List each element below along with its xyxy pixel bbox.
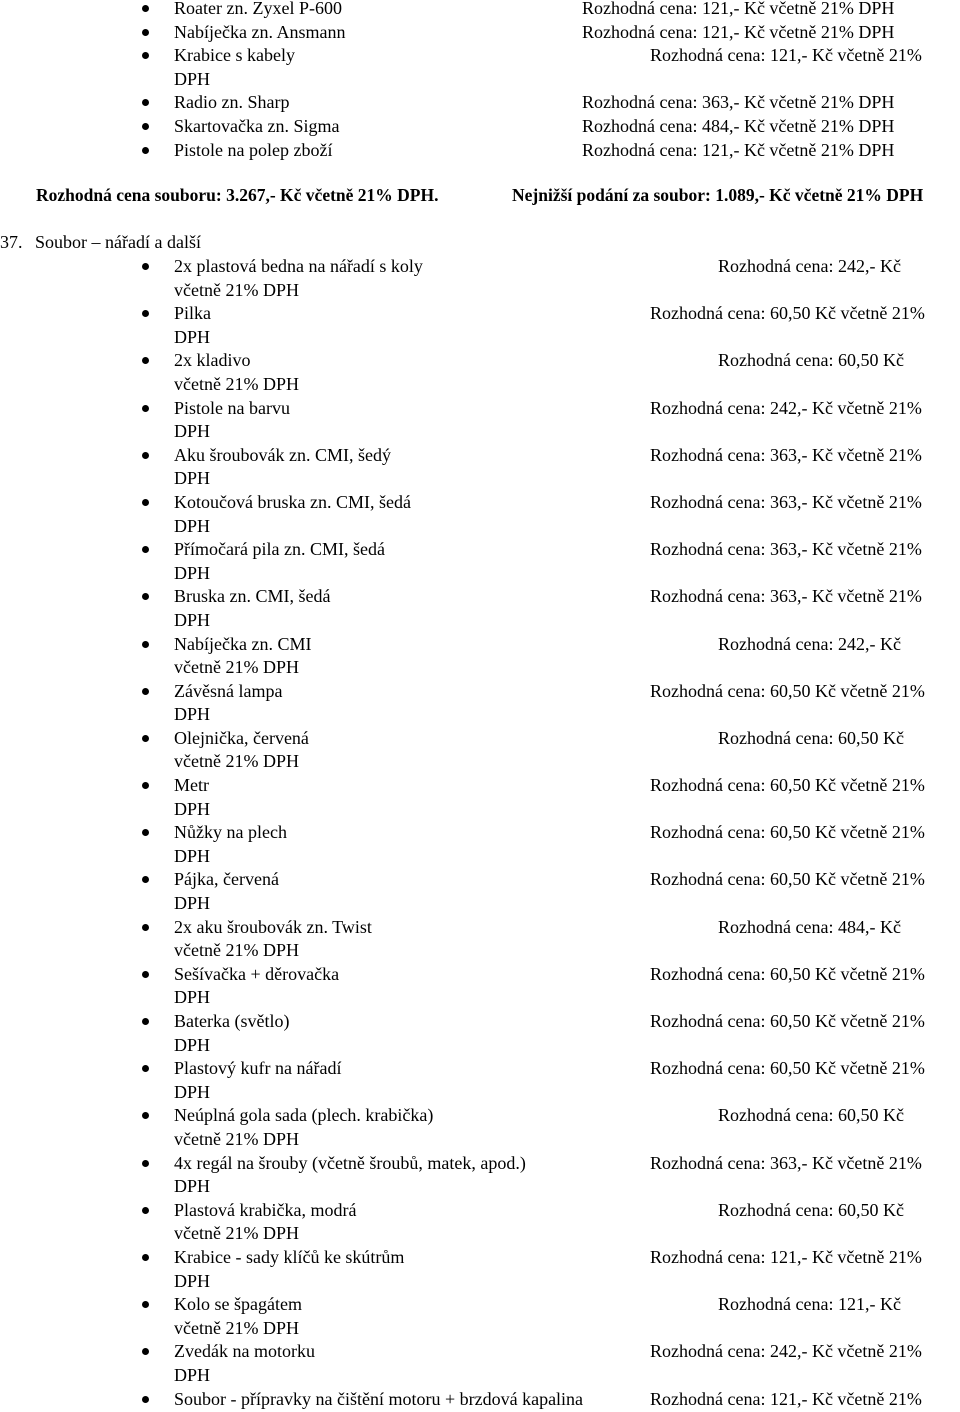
- item-price-continuation: DPH: [174, 468, 211, 489]
- minimum-bid: Nejnižší podání za soubor: 1.089,- Kč včetně 21% DPH: [512, 185, 924, 205]
- item-price: Rozhodná cena: 60,50 Kč včetně 21%: [650, 822, 925, 843]
- bullet-icon: [142, 263, 149, 270]
- bullet-icon: [142, 1207, 149, 1214]
- item-name: • Přímočará pila zn. CMI, šedá: [174, 539, 385, 560]
- list-item: [0, 727, 960, 774]
- item-name: • Metr: [174, 775, 209, 796]
- item-price-continuation: včetně 21% DPH: [174, 940, 299, 961]
- item-price-continuation: DPH: [174, 1034, 211, 1055]
- item-price: Rozhodná cena: 60,50 Kč včetně 21%: [650, 680, 925, 701]
- item-name: • Soubor - přípravky na čištění motoru + brzdová kapalina: [174, 1388, 584, 1409]
- list-item: [0, 963, 960, 1010]
- item-name: • Aku šroubovák zn. CMI, šedý: [174, 444, 391, 465]
- bullet-icon: [142, 971, 149, 978]
- item-price: Rozhodná cena: 60,50 Kč včetně 21%: [650, 963, 925, 984]
- previous-lot-item-list: [0, 0, 960, 162]
- lot-summary: [0, 184, 960, 208]
- item-name: • 2x plastová bedna na nářadí s koly: [174, 256, 423, 276]
- item-name: • Krabice - sady klíčů ke skútrům: [174, 1246, 405, 1267]
- item-name: • Plastový kufr na nářadí: [174, 1058, 342, 1079]
- bullet-icon: [142, 1112, 149, 1119]
- item-price-continuation: DPH: [174, 798, 211, 819]
- item-price-continuation: DPH: [174, 893, 211, 914]
- list-item: [0, 821, 960, 868]
- bullet-icon: [142, 5, 149, 12]
- item-price: Rozhodná cena: 121,- Kč včetně 21% DPH: [582, 139, 895, 160]
- item-price-continuation: včetně 21% DPH: [174, 1223, 299, 1244]
- item-price: Rozhodná cena: 242,- Kč: [718, 256, 901, 276]
- bullet-icon: [142, 1254, 149, 1261]
- item-name: • Roater zn. Zyxel P-600: [174, 0, 342, 18]
- item-name: • Pájka, červená: [174, 869, 279, 890]
- item-price: Rozhodná cena: 363,- Kč včetně 21%: [650, 1152, 922, 1173]
- item-price: Rozhodná cena: 242,- Kč: [718, 633, 901, 654]
- bullet-icon: [142, 782, 149, 789]
- item-price-continuation: včetně 21% DPH: [174, 1128, 299, 1149]
- item-name: • Olejnička, červená: [174, 727, 309, 748]
- bullet-icon: [142, 52, 149, 59]
- bullet-icon: [142, 688, 149, 695]
- item-name: • 2x aku šroubovák zn. Twist: [174, 916, 372, 937]
- item-price-continuation: DPH: [174, 845, 211, 866]
- item-price-continuation: DPH: [174, 1176, 211, 1197]
- list-item: [0, 1293, 960, 1340]
- item-price: Rozhodná cena: 121,- Kč včetně 21%: [650, 1246, 922, 1267]
- item-name: • Kolo se špagátem: [174, 1294, 302, 1315]
- item-price-continuation: DPH: [174, 609, 211, 630]
- list-item: [0, 1104, 960, 1151]
- item-price: Rozhodná cena: 363,- Kč včetně 21%: [650, 444, 922, 465]
- bullet-icon: [142, 499, 149, 506]
- list-item: [0, 21, 960, 45]
- list-item: [0, 1388, 960, 1412]
- item-price: Rozhodná cena: 60,50 Kč včetně 21%: [650, 1011, 925, 1031]
- item-price-continuation: DPH: [174, 326, 211, 347]
- list-item: [0, 44, 960, 91]
- item-price-continuation: včetně 21% DPH: [174, 751, 299, 772]
- item-name: • 2x kladivo: [174, 350, 251, 371]
- item-price: Rozhodná cena: 121,- Kč včetně 21%: [650, 1388, 922, 1409]
- item-price: Rozhodná cena: 242,- Kč včetně 21%: [650, 1341, 922, 1362]
- item-price: Rozhodná cena: 60,50 Kč včetně 21%: [650, 303, 925, 324]
- list-item: [0, 139, 960, 163]
- item-name: • Nabíječka zn. CMI: [174, 633, 312, 654]
- item-price-continuation: včetně 21% DPH: [174, 279, 299, 300]
- item-price: Rozhodná cena: 60,50 Kč: [718, 1199, 904, 1220]
- list-item: [0, 1152, 960, 1199]
- bullet-icon: [142, 876, 149, 883]
- list-item: [0, 115, 960, 139]
- item-name: • Neúplná gola sada (plech. krabička): [174, 1105, 434, 1126]
- bullet-icon: [142, 1301, 149, 1308]
- item-name: • Závěsná lampa: [174, 680, 283, 701]
- item-name: • Kotoučová bruska zn. CMI, šedá: [174, 491, 411, 512]
- lot-heading: [0, 231, 960, 255]
- bullet-icon: [142, 924, 149, 931]
- bullet-icon: [142, 1396, 149, 1403]
- list-item: [0, 774, 960, 821]
- list-item: [0, 0, 960, 21]
- item-price: Rozhodná cena: 484,- Kč: [718, 916, 901, 937]
- bullet-icon: [142, 735, 149, 742]
- item-name: • 4x regál na šrouby (včetně šroubů, matek, apod.): [174, 1152, 526, 1173]
- bullet-icon: [142, 29, 149, 36]
- list-item: [0, 1199, 960, 1246]
- lot-number: 37.: [0, 232, 23, 252]
- item-price-continuation: DPH: [174, 421, 211, 442]
- list-item: [0, 397, 960, 444]
- lot-title: Soubor – nářadí a další: [35, 232, 201, 252]
- list-item: [0, 538, 960, 585]
- bullet-icon: [142, 546, 149, 553]
- item-price-continuation: včetně 21% DPH: [174, 657, 299, 678]
- list-item: [0, 585, 960, 632]
- list-item: [0, 916, 960, 963]
- list-item: [0, 1340, 960, 1387]
- bullet-icon: [142, 1065, 149, 1072]
- item-price: Rozhodná cena: 121,- Kč včetně 21% DPH: [582, 21, 895, 42]
- item-price-continuation: DPH: [174, 515, 211, 536]
- item-name: • Baterka (světlo): [174, 1011, 290, 1031]
- item-price: Rozhodná cena: 242,- Kč včetně 21%: [650, 397, 922, 418]
- item-name: • Krabice s kabely: [174, 45, 295, 66]
- bullet-icon: [142, 405, 149, 412]
- bullet-icon: [142, 641, 149, 648]
- item-price: Rozhodná cena: 363,- Kč včetně 21%: [650, 539, 922, 560]
- list-item: [0, 302, 960, 349]
- bullet-icon: [142, 310, 149, 317]
- item-price: Rozhodná cena: 363,- Kč včetně 21% DPH: [582, 92, 895, 113]
- item-price: Rozhodná cena: 121,- Kč: [718, 1294, 901, 1315]
- item-name: • Sešívačka + děrovačka: [174, 963, 340, 984]
- item-name: • Bruska zn. CMI, šedá: [174, 586, 331, 607]
- item-price-continuation: včetně 21% DPH: [174, 1317, 299, 1338]
- bullet-icon: [142, 99, 149, 106]
- item-price: Rozhodná cena: 484,- Kč včetně 21% DPH: [582, 115, 895, 136]
- bullet-icon: [142, 1018, 149, 1025]
- list-item: [0, 868, 960, 915]
- item-name: • Nabíječka zn. Ansmann: [174, 21, 346, 42]
- item-price: Rozhodná cena: 121,- Kč včetně 21% DPH: [582, 0, 895, 18]
- bullet-icon: [142, 357, 149, 364]
- list-item: [0, 1010, 960, 1057]
- item-name: • Nůžky na plech: [174, 822, 287, 843]
- item-price-continuation: DPH: [174, 562, 211, 583]
- list-item: [0, 491, 960, 538]
- item-price: Rozhodná cena: 121,- Kč včetně 21%: [650, 45, 922, 66]
- item-price: Rozhodná cena: 60,50 Kč: [718, 727, 904, 748]
- item-price: Rozhodná cena: 363,- Kč včetně 21%: [650, 586, 922, 607]
- list-item: [0, 633, 960, 680]
- list-item: [0, 91, 960, 115]
- item-price-continuation: včetně 21% DPH: [174, 373, 299, 394]
- list-item: [0, 1057, 960, 1104]
- item-name: • Pistole na polep zboží: [174, 139, 333, 160]
- item-price: Rozhodná cena: 60,50 Kč včetně 21%: [650, 1058, 925, 1079]
- bullet-icon: [142, 593, 149, 600]
- list-item: [0, 680, 960, 727]
- list-item: [0, 1246, 960, 1293]
- lot-item-list: [0, 255, 960, 1411]
- list-item: [0, 444, 960, 491]
- bullet-icon: [142, 1160, 149, 1167]
- item-name: • Radio zn. Sharp: [174, 92, 290, 113]
- item-name: • Pistole na barvu: [174, 397, 290, 418]
- bullet-icon: [142, 1348, 149, 1355]
- item-price-continuation: DPH: [174, 1364, 211, 1385]
- item-price-continuation: DPH: [174, 987, 211, 1008]
- item-price: Rozhodná cena: 60,50 Kč včetně 21%: [650, 869, 925, 890]
- item-price-continuation: DPH: [174, 68, 211, 89]
- set-price: Rozhodná cena souboru: 3.267,- Kč včetně 21% DPH.: [36, 185, 439, 205]
- item-price: Rozhodná cena: 60,50 Kč: [718, 1105, 904, 1126]
- item-price-continuation: DPH: [174, 704, 211, 725]
- item-name: • Pilka: [174, 303, 212, 324]
- item-name: • Plastová krabička, modrá: [174, 1199, 357, 1220]
- item-price: Rozhodná cena: 60,50 Kč: [718, 350, 904, 371]
- bullet-icon: [142, 829, 149, 836]
- item-name: • Zvedák na motorku: [174, 1341, 315, 1362]
- bullet-icon: [142, 147, 149, 154]
- bullet-icon: [142, 452, 149, 459]
- list-item: [0, 349, 960, 396]
- item-name: • Skartovačka zn. Sigma: [174, 115, 340, 136]
- item-price-continuation: DPH: [174, 1081, 211, 1102]
- item-price-continuation: DPH: [174, 1270, 211, 1291]
- item-price: Rozhodná cena: 60,50 Kč včetně 21%: [650, 775, 925, 796]
- item-price: Rozhodná cena: 363,- Kč včetně 21%: [650, 491, 922, 512]
- list-item: [0, 255, 960, 302]
- bullet-icon: [142, 123, 149, 130]
